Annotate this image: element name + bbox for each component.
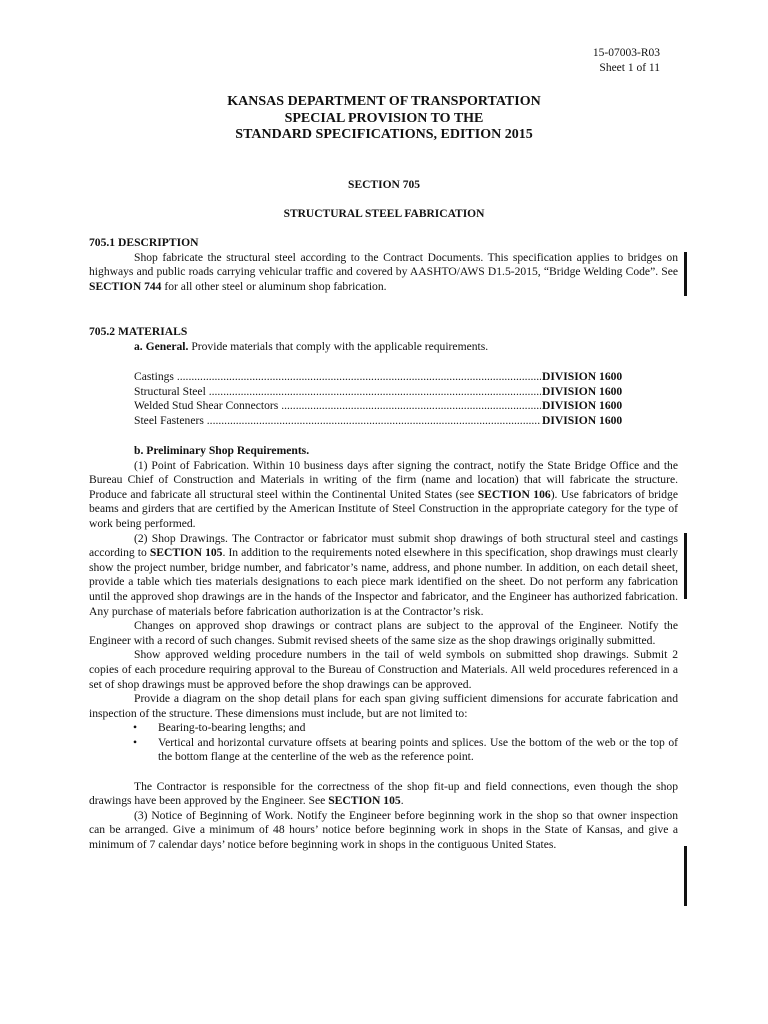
material-division: DIVISION 1600 [542, 384, 623, 398]
material-division: DIVISION 1600 [542, 399, 623, 413]
section-105-reference: SECTION 105 [328, 794, 401, 808]
revision-bar [684, 252, 687, 296]
material-division: DIVISION 1600 [542, 370, 623, 383]
preliminary-requirements [89, 444, 678, 853]
material-name: Steel Fasteners ..... [134, 414, 588, 429]
dimension-list [89, 721, 678, 765]
preliminary-heading: b. Preliminary Shop Requirements. [134, 444, 310, 457]
document-title [0, 94, 768, 144]
material-name: Castings ..... [134, 370, 588, 385]
material-name: Welded Stud Shear Connectors ..... [134, 399, 588, 414]
welding-paragraph: Show approved welding procedure numbers in the tail of weld symbols on submitted shop drawings. Submit 2 copies of each procedure requiring approval to the Bureau of Construction and Materials. All weld procedures referenced in a set of shop drawings must be approved before the shop drawings can be approved. [89, 648, 678, 691]
title-line-1: KANSAS DEPARTMENT OF TRANSPORTATION [227, 94, 541, 109]
revision-bar [684, 533, 687, 599]
material-division: DIVISION 1600 [542, 413, 623, 427]
description-paragraph: Shop fabricate the structural steel according to the Contract Documents. This specification applies to bridges on highways and public roads carrying vehicular traffic and covered by AASHTO/AWS D1.5-2015, “Bridge Welding Code”. See SECTION 744 for all other steel or aluminum shop fabrication. [89, 250, 678, 293]
section-heading: SECTION 705 [348, 179, 420, 191]
title-line-2: SPECIAL PROVISION TO THE [284, 110, 484, 126]
list-item: • Bearing-to-bearing lengths; and [89, 721, 678, 736]
title-line-3: STANDARD SPECIFICATIONS, EDITION 2015 [235, 127, 533, 142]
materials-row [89, 370, 678, 385]
materials-table [89, 370, 678, 428]
document-header [593, 46, 660, 75]
list-item: • Vertical and horizontal curvature offsets at bearing points and splices. Use the bottom of the web or the top of the bottom flange at the centerline of the web as the reference point. [89, 736, 678, 765]
description-heading: 705.1 DESCRIPTION [89, 236, 199, 249]
revision-bar [684, 846, 687, 906]
materials-row [89, 414, 678, 429]
document-number: 15-07003-R03 [592, 47, 660, 59]
sheet-number: Sheet 1 of 11 [599, 61, 660, 74]
diagram-paragraph: Provide a diagram on the shop detail plans for each span giving sufficient dimensions for accurate fabrication and inspection of the structure. These dimensions must include, but are not limited to: [89, 692, 678, 720]
section-105-reference: SECTION 105 [149, 546, 223, 560]
materials-row [89, 385, 678, 400]
changes-paragraph: Changes on approved shop drawings or contract plans are subject to the approval of the Engineer. Notify the Engineer with a record of such changes. Submit revised sheets of the same size as the shop drawings originally submitted. [89, 619, 678, 647]
materials-heading: 705.2 MATERIALS [89, 325, 188, 338]
section-106-reference: SECTION 106 [477, 487, 551, 501]
section-title: STRUCTURAL STEEL FABRICATION [283, 208, 485, 220]
responsibility-paragraph: The Contractor is responsible for the correctness of the shop fit-up and field connections, even though the shop drawings have been approved by the Engineer. See SECTION 105. [89, 779, 678, 808]
notice-paragraph: (3) Notice of Beginning of Work. Notify the Engineer before beginning work in the shop so that owner inspection can be arranged. Give a minimum of 48 hours’ notice before beginning work in shops in the State of Kansas, and give a minimum of 7 calendar days’ notice before beginning work in shops in the contiguous United States. [89, 808, 678, 852]
point-of-fabrication-paragraph: (1) Point of Fabrication. Within 10 business days after signing the contract, notify the State Bridge Office and the Bureau Chief of Construction and Materials in writing of the firm (name and location) that will fabricate the structure. Produce and fabricate all structural steel within the Continental United States (see SECTION 106). Use fabricators of bridge beams and girders that are certified by the American Institute of Steel Construction in the appropriate category for the type of work being performed. [89, 458, 678, 530]
shop-drawings-paragraph: (2) Shop Drawings. The Contractor or fabricator must submit shop drawings of both structural steel and castings according to SECTION 105. In addition to the requirements noted elsewhere in this specification, shop drawings must clearly show the project number, bridge number, and fabricator’s name, address, and phone number. In addition, on each detail sheet, provide a table which ties materials designations to each piece mark identified on the sheet. Do not perform any fabrication until the approved shop drawings are in the hands of the Inspector and fabricator, and the Engineer has authorized fabrication. Any purchase of materials before fabrication authorization is at the Contractor’s risk. [89, 531, 678, 618]
material-name: Structural Steel ..... [134, 385, 588, 400]
description-section [89, 236, 678, 294]
section-744-reference: SECTION 744 [89, 279, 162, 293]
materials-row [89, 399, 678, 414]
materials-section [89, 325, 678, 354]
general-paragraph: a. General. Provide materials that comply with the applicable requirements. [134, 339, 489, 353]
